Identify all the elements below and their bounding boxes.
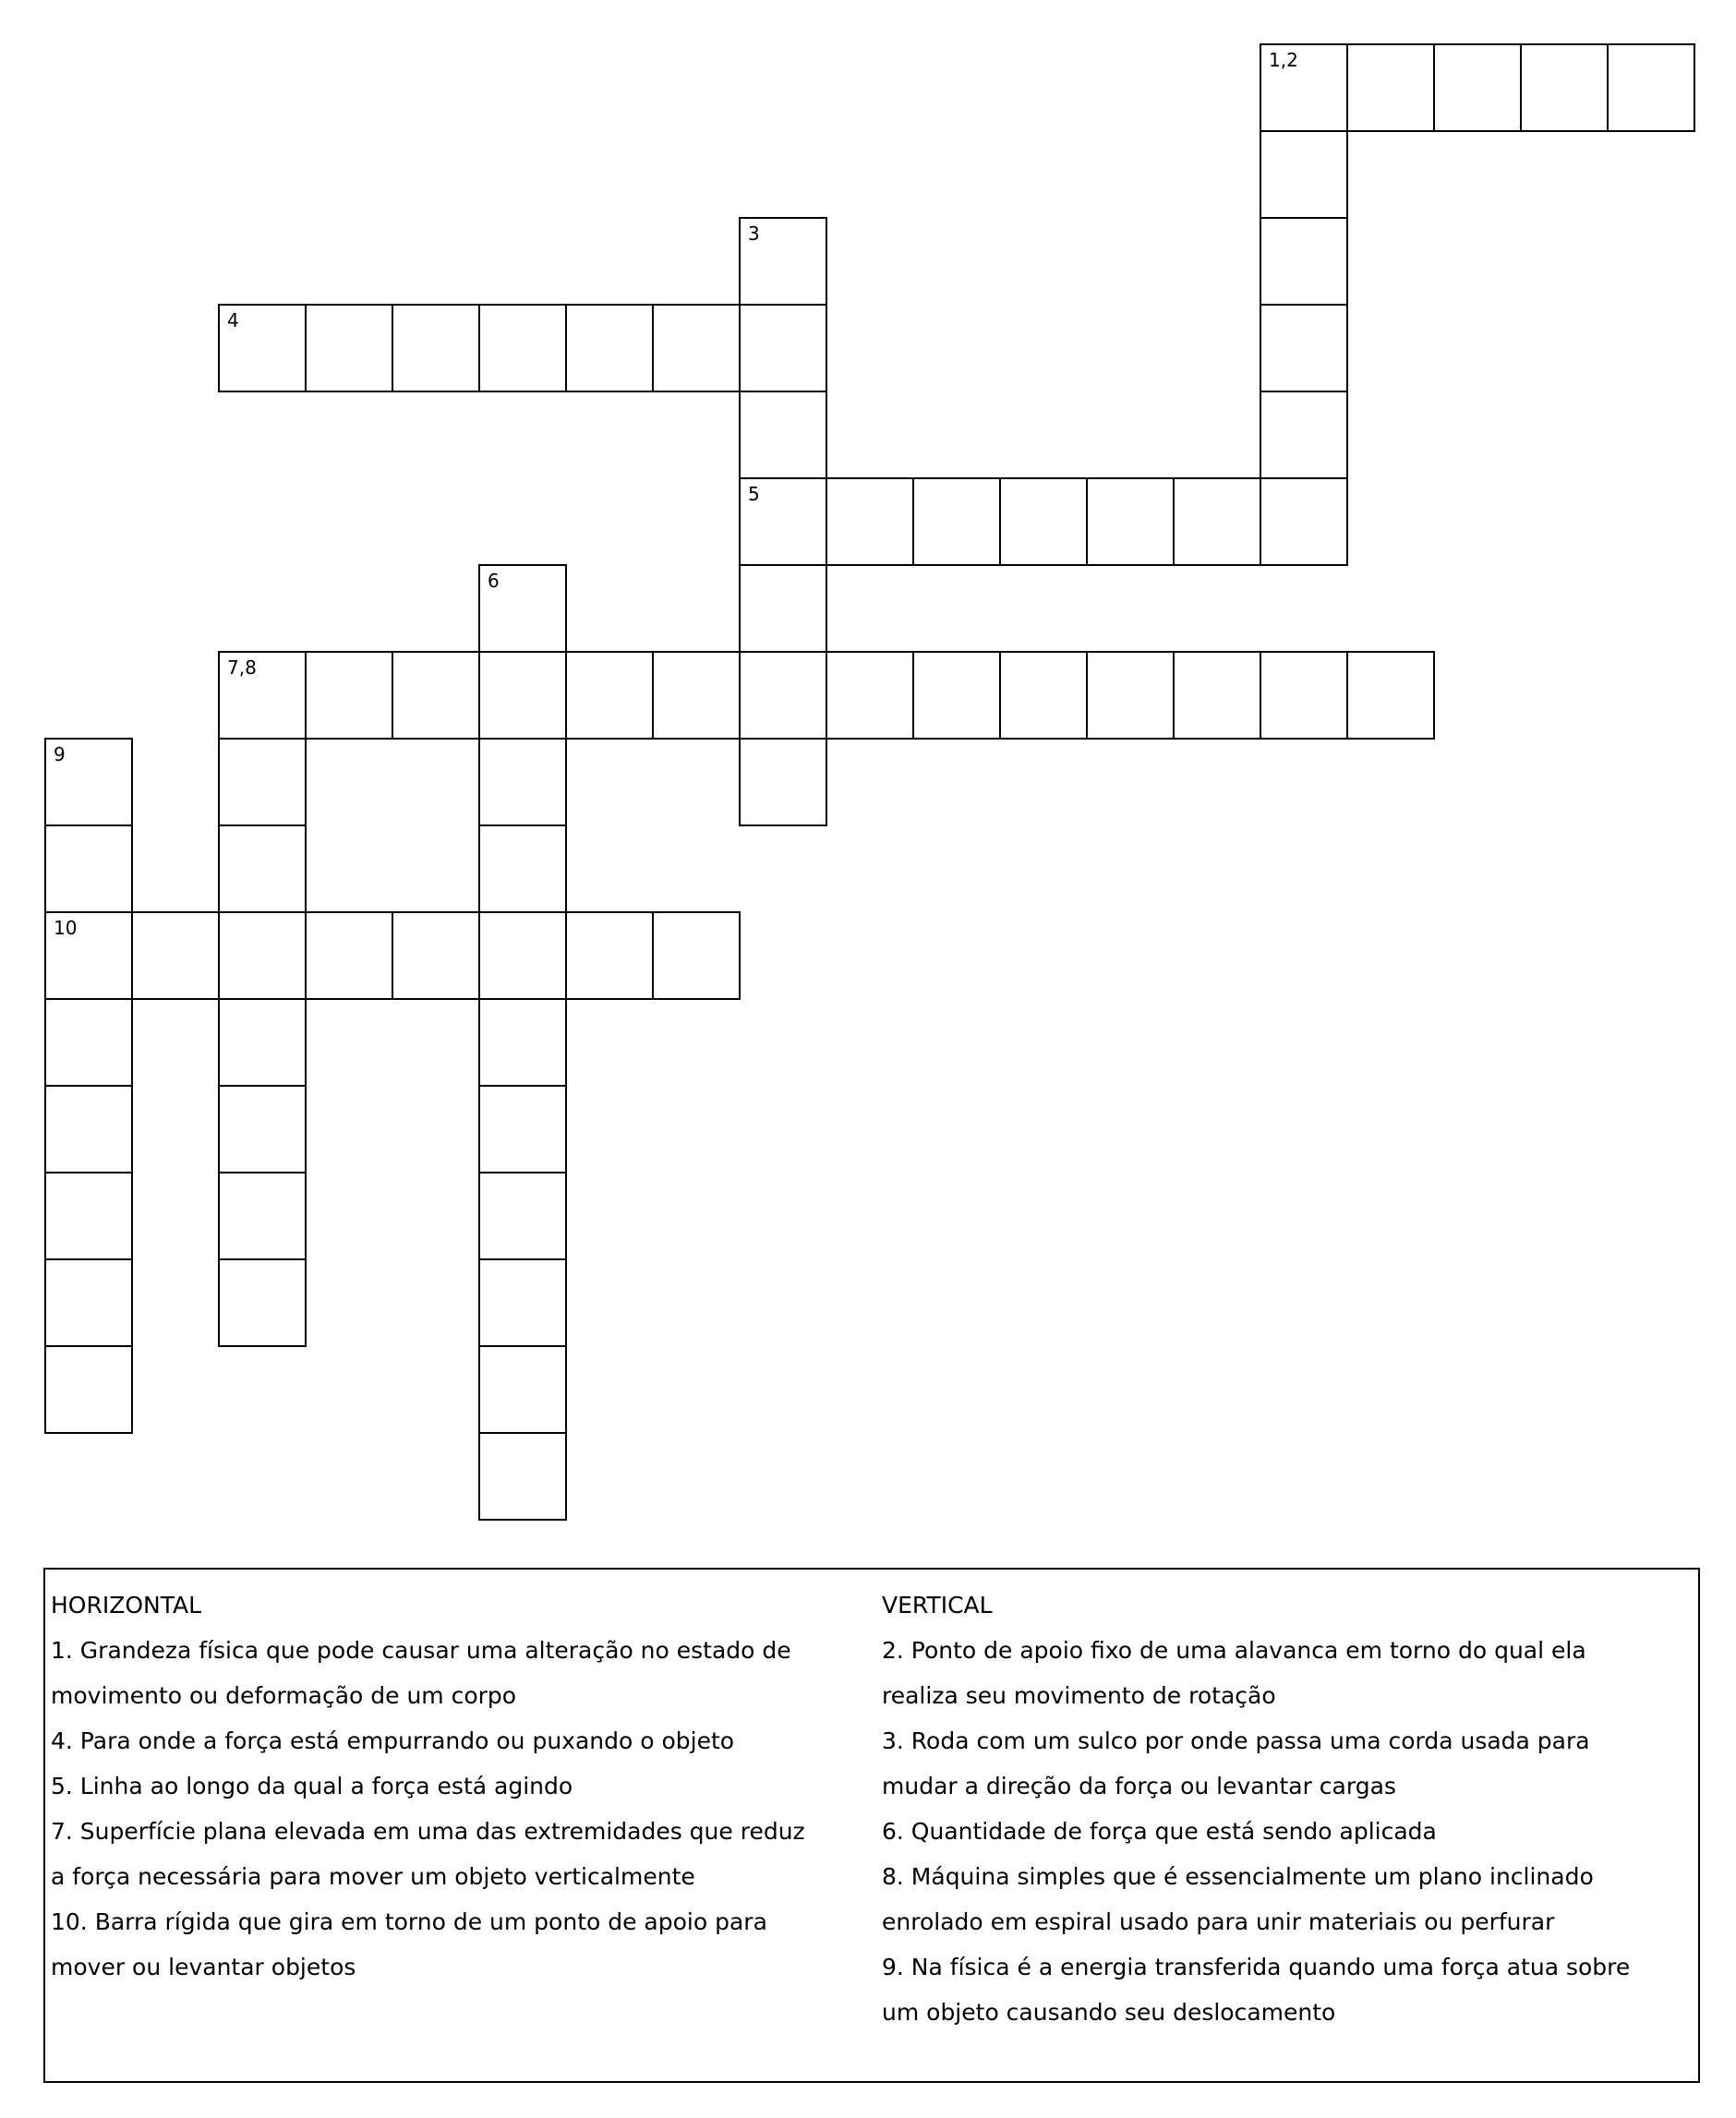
grid-cell[interactable]: [1260, 651, 1348, 740]
grid-cell[interactable]: [739, 217, 827, 306]
clue-line: realiza seu movimento de rotação: [882, 1682, 1276, 1709]
grid-cell[interactable]: [131, 911, 220, 1000]
grid-cell[interactable]: [218, 304, 307, 392]
grid-cell[interactable]: [218, 1258, 307, 1347]
clue-line: 10. Barra rígida que gira em torno de um ponto de apoio para: [51, 1908, 767, 1935]
grid-cell[interactable]: [1346, 651, 1435, 740]
grid-cell[interactable]: [478, 911, 567, 1000]
grid-cell[interactable]: [652, 911, 741, 1000]
clue-number: 9: [54, 743, 66, 765]
horizontal-title: HORIZONTAL: [51, 1592, 202, 1619]
grid-cell[interactable]: [912, 651, 1001, 740]
grid-cell[interactable]: [218, 651, 307, 740]
grid-cell[interactable]: [826, 651, 914, 740]
grid-cell[interactable]: [218, 1085, 307, 1173]
grid-cell[interactable]: [826, 477, 914, 566]
grid-cell[interactable]: [478, 1258, 567, 1347]
grid-cell[interactable]: [739, 738, 827, 826]
vertical-clues: [882, 1582, 1694, 2035]
grid-cell[interactable]: [392, 911, 480, 1000]
horizontal-clues: [51, 1582, 882, 1990]
grid-cell[interactable]: [44, 824, 133, 913]
grid-cell[interactable]: [44, 738, 133, 826]
clue-line: 5. Linha ao longo da qual a força está agindo: [51, 1773, 573, 1799]
grid-cell[interactable]: [478, 1345, 567, 1434]
grid-cell[interactable]: [478, 1172, 567, 1260]
grid-cell[interactable]: [1086, 651, 1175, 740]
grid-cell[interactable]: [1086, 477, 1175, 566]
grid-cell[interactable]: [44, 1345, 133, 1434]
grid-cell[interactable]: [999, 651, 1088, 740]
grid-cell[interactable]: [478, 1432, 567, 1521]
grid-cell[interactable]: [218, 824, 307, 913]
clue-number: 6: [488, 570, 500, 592]
grid-cell[interactable]: [1260, 391, 1348, 479]
grid-cell[interactable]: [44, 998, 133, 1087]
grid-cell[interactable]: [478, 738, 567, 826]
grid-cell[interactable]: [739, 651, 827, 740]
clue-line: movimento ou deformação de um corpo: [51, 1682, 517, 1709]
clue-line: 9. Na física é a energia transferida quando uma força atua sobre: [882, 1954, 1631, 1980]
grid-cell[interactable]: [652, 651, 741, 740]
grid-cell[interactable]: [1173, 651, 1261, 740]
clue-line: 6. Quantidade de força que está sendo aplicada: [882, 1818, 1437, 1845]
grid-cell[interactable]: [739, 564, 827, 653]
grid-cell[interactable]: [478, 1085, 567, 1173]
grid-cell[interactable]: [652, 304, 741, 392]
grid-cell[interactable]: [565, 651, 654, 740]
grid-cell[interactable]: [305, 304, 393, 392]
clues-box: [43, 1568, 1700, 2083]
grid-cell[interactable]: [44, 1258, 133, 1347]
clue-line: mudar a direção da força ou levantar cargas: [882, 1773, 1396, 1799]
grid-cell[interactable]: [218, 738, 307, 826]
grid-cell[interactable]: [305, 651, 393, 740]
grid-cell[interactable]: [1346, 43, 1435, 132]
grid-cell[interactable]: [305, 911, 393, 1000]
grid-cell[interactable]: [44, 911, 133, 1000]
grid-cell[interactable]: [478, 651, 567, 740]
grid-cell[interactable]: [1260, 477, 1348, 566]
grid-cell[interactable]: [739, 304, 827, 392]
grid-cell[interactable]: [478, 998, 567, 1087]
grid-cell[interactable]: [44, 1172, 133, 1260]
clue-number: 4: [227, 309, 239, 331]
clue-line: 8. Máquina simples que é essencialmente um plano inclinado: [882, 1863, 1594, 1890]
grid-cell[interactable]: [739, 477, 827, 566]
clue-line: 1. Grandeza física que pode causar uma alteração no estado de: [51, 1637, 791, 1664]
clue-line: a força necessária para mover um objeto verticalmente: [51, 1863, 695, 1890]
grid-cell[interactable]: [1520, 43, 1609, 132]
grid-cell[interactable]: [218, 1172, 307, 1260]
clue-number: 3: [748, 223, 760, 245]
grid-cell[interactable]: [392, 304, 480, 392]
grid-cell[interactable]: [739, 391, 827, 479]
clue-line: 3. Roda com um sulco por onde passa uma corda usada para: [882, 1727, 1590, 1754]
clue-line: um objeto causando seu deslocamento: [882, 1999, 1336, 2026]
grid-cell[interactable]: [392, 651, 480, 740]
grid-cell[interactable]: [1260, 217, 1348, 306]
clue-line: 7. Superfície plana elevada em uma das extremidades que reduz: [51, 1818, 805, 1845]
grid-cell[interactable]: [478, 564, 567, 653]
grid-cell[interactable]: [478, 304, 567, 392]
clue-number: 5: [748, 483, 760, 505]
clue-number: 10: [54, 917, 78, 939]
grid-cell[interactable]: [1607, 43, 1695, 132]
clue-line: 4. Para onde a força está empurrando ou puxando o objeto: [51, 1727, 735, 1754]
grid-cell[interactable]: [218, 911, 307, 1000]
clue-line: enrolado em espiral usado para unir materiais ou perfurar: [882, 1908, 1555, 1935]
grid-cell[interactable]: [999, 477, 1088, 566]
grid-cell[interactable]: [912, 477, 1001, 566]
grid-cell[interactable]: [1260, 43, 1348, 132]
grid-cell[interactable]: [1433, 43, 1522, 132]
clue-line: 2. Ponto de apoio fixo de uma alavanca em torno do qual ela: [882, 1637, 1586, 1664]
grid-cell[interactable]: [1260, 304, 1348, 392]
grid-cell[interactable]: [1173, 477, 1261, 566]
vertical-title: VERTICAL: [882, 1592, 993, 1619]
clue-number: 1,2: [1269, 49, 1298, 71]
grid-cell[interactable]: [218, 998, 307, 1087]
grid-cell[interactable]: [565, 911, 654, 1000]
clue-line: mover ou levantar objetos: [51, 1954, 356, 1980]
grid-cell[interactable]: [44, 1085, 133, 1173]
grid-cell[interactable]: [1260, 130, 1348, 219]
clue-number: 7,8: [227, 656, 257, 679]
grid-cell[interactable]: [478, 824, 567, 913]
grid-cell[interactable]: [565, 304, 654, 392]
